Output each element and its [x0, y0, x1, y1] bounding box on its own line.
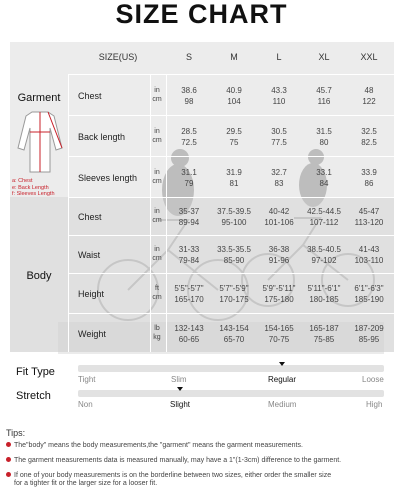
table-cell: 29.5 75	[226, 127, 242, 147]
fit-type-track	[78, 365, 384, 372]
row-label: Chest	[78, 91, 102, 101]
stretch-option-medium: Medium	[268, 400, 297, 409]
row-unit: in cm	[152, 87, 162, 103]
body-row-height	[68, 273, 394, 313]
stretch-option-non: Non	[78, 400, 93, 409]
garment-row-back-length	[68, 115, 394, 156]
table-cell: 31.9 81	[226, 168, 242, 188]
stretch-option-high: High	[366, 400, 383, 409]
row-label: Height	[78, 289, 105, 299]
table-cell: 35-37 89-94	[178, 207, 200, 227]
table-cell: 31.1 79	[181, 168, 197, 188]
bullet-icon	[6, 457, 11, 462]
table-cell: 5'7"-5'9" 170-175	[219, 284, 249, 304]
tip-item-continued: for a tighter fit or the larger size for a looser fit.	[14, 480, 158, 487]
legend-sleeves-length: f: Sleeves Length	[12, 191, 55, 197]
stretch-track	[78, 390, 384, 397]
table-cell: 45.7 116	[316, 86, 332, 106]
row-unit: in cm	[152, 208, 162, 224]
tip-item: The"body" means the body measurements,the "garment" means the garment measurements.	[6, 441, 396, 450]
fit-type-label: Fit Type	[16, 366, 55, 378]
table-cell: 38.6 98	[181, 86, 197, 106]
page-title: SIZE CHART	[115, 0, 288, 29]
size-xxl: XXL	[360, 52, 378, 62]
row-unit: in cm	[152, 246, 162, 262]
size-header-row	[10, 42, 394, 74]
body-row-weight	[68, 313, 394, 352]
table-cell: 40-42 101-106	[264, 207, 294, 227]
row-label: Chest	[78, 212, 102, 222]
legend-back-length: e: Back Length	[12, 184, 49, 191]
column-divider	[68, 74, 69, 352]
stretch-scale	[78, 390, 384, 398]
table-cell: 32.5 82.5	[361, 127, 377, 147]
fit-option-loose: Loose	[362, 375, 384, 384]
table-cell: 43.3 110	[271, 86, 287, 106]
table-cell: 5'5"-5'7" 165-170	[174, 284, 204, 304]
table-cell: 38.5-40.5 97-102	[307, 245, 341, 265]
table-cell: 28.5 72.5	[181, 127, 197, 147]
table-cell: 165-187 75-85	[309, 324, 339, 344]
table-cell: 154-165 70-75	[264, 324, 294, 344]
row-label: Sleeves length	[78, 173, 138, 183]
size-unit-label: SIZE(US)	[98, 52, 138, 62]
size-l: L	[276, 52, 282, 62]
row-label: Waist	[78, 250, 101, 260]
size-m: M	[230, 52, 238, 62]
bullet-icon	[6, 472, 11, 477]
bullet-icon	[6, 442, 11, 447]
row-label: Weight	[78, 329, 106, 339]
row-unit: in cm	[152, 169, 162, 185]
tips-title: Tips:	[6, 428, 26, 438]
stretch-label: Stretch	[16, 390, 51, 402]
table-cell: 36-38 91-96	[268, 245, 290, 265]
row-unit: in cm	[152, 128, 162, 144]
table-cell: 143-154 65-70	[219, 324, 249, 344]
garment-row-sleeves-length	[68, 156, 394, 197]
fit-option-tight: Tight	[78, 375, 96, 384]
garment-label: Garment	[17, 92, 61, 104]
size-s: S	[185, 52, 192, 62]
stretch-option-slight: Slight	[170, 400, 191, 409]
fit-option-slim: Slim	[171, 375, 187, 384]
table-cell: 187-209 85-95	[354, 324, 384, 344]
column-divider	[166, 74, 167, 352]
tip-item: The garment measurements data is measured manually, may have a 1"(1-3cm) difference to the garment.	[6, 456, 396, 465]
table-cell: 30.5 77.5	[271, 127, 287, 147]
table-cell: 33.1 84	[316, 168, 332, 188]
table-cell: 6'1"-6'3" 185-190	[354, 284, 384, 304]
body-row-waist	[68, 235, 394, 273]
column-divider	[150, 74, 151, 352]
table-cell: 5'9"-5'11" 175-180	[262, 284, 296, 304]
table-cell: 37.5-39.5 95-100	[217, 207, 251, 227]
table-cell: 45-47 113-120	[354, 207, 384, 227]
row-unit: lb kg	[153, 325, 161, 341]
row-label: Back length	[78, 132, 126, 142]
size-xl: XL	[318, 52, 330, 62]
table-cell: 5'11"-6'1" 180-185	[307, 284, 341, 304]
legend-chest: a: Chest	[12, 178, 33, 184]
table-cell: 42.5-44.5 107-112	[307, 207, 341, 227]
jersey-legend	[12, 178, 68, 198]
fit-option-regular: Regular	[268, 375, 297, 384]
row-unit: ft cm	[152, 285, 162, 301]
tip-item: If one of your body measurements is on the borderline between two sizes, either order the smaller size	[6, 471, 396, 480]
fit-type-scale	[78, 365, 384, 373]
table-cell: 41-43 103-110	[354, 245, 384, 265]
table-cell: 33.5-35.5 85-90	[217, 245, 251, 265]
stretch-marker	[177, 387, 183, 391]
table-cell: 48 122	[362, 86, 376, 106]
jersey-diagram	[16, 108, 64, 176]
table-cell: 40.9 104	[226, 86, 242, 106]
table-cell: 32.7 83	[271, 168, 287, 188]
table-cell: 33.9 86	[361, 168, 377, 188]
fit-type-marker	[279, 362, 285, 366]
body-row-chest	[68, 197, 394, 235]
body-label: Body	[26, 270, 52, 282]
garment-row-chest	[68, 74, 394, 115]
table-cell: 31-33 79-84	[178, 245, 200, 265]
table-cell: 132-143 60-65	[174, 324, 204, 344]
table-cell: 31.5 80	[316, 127, 332, 147]
